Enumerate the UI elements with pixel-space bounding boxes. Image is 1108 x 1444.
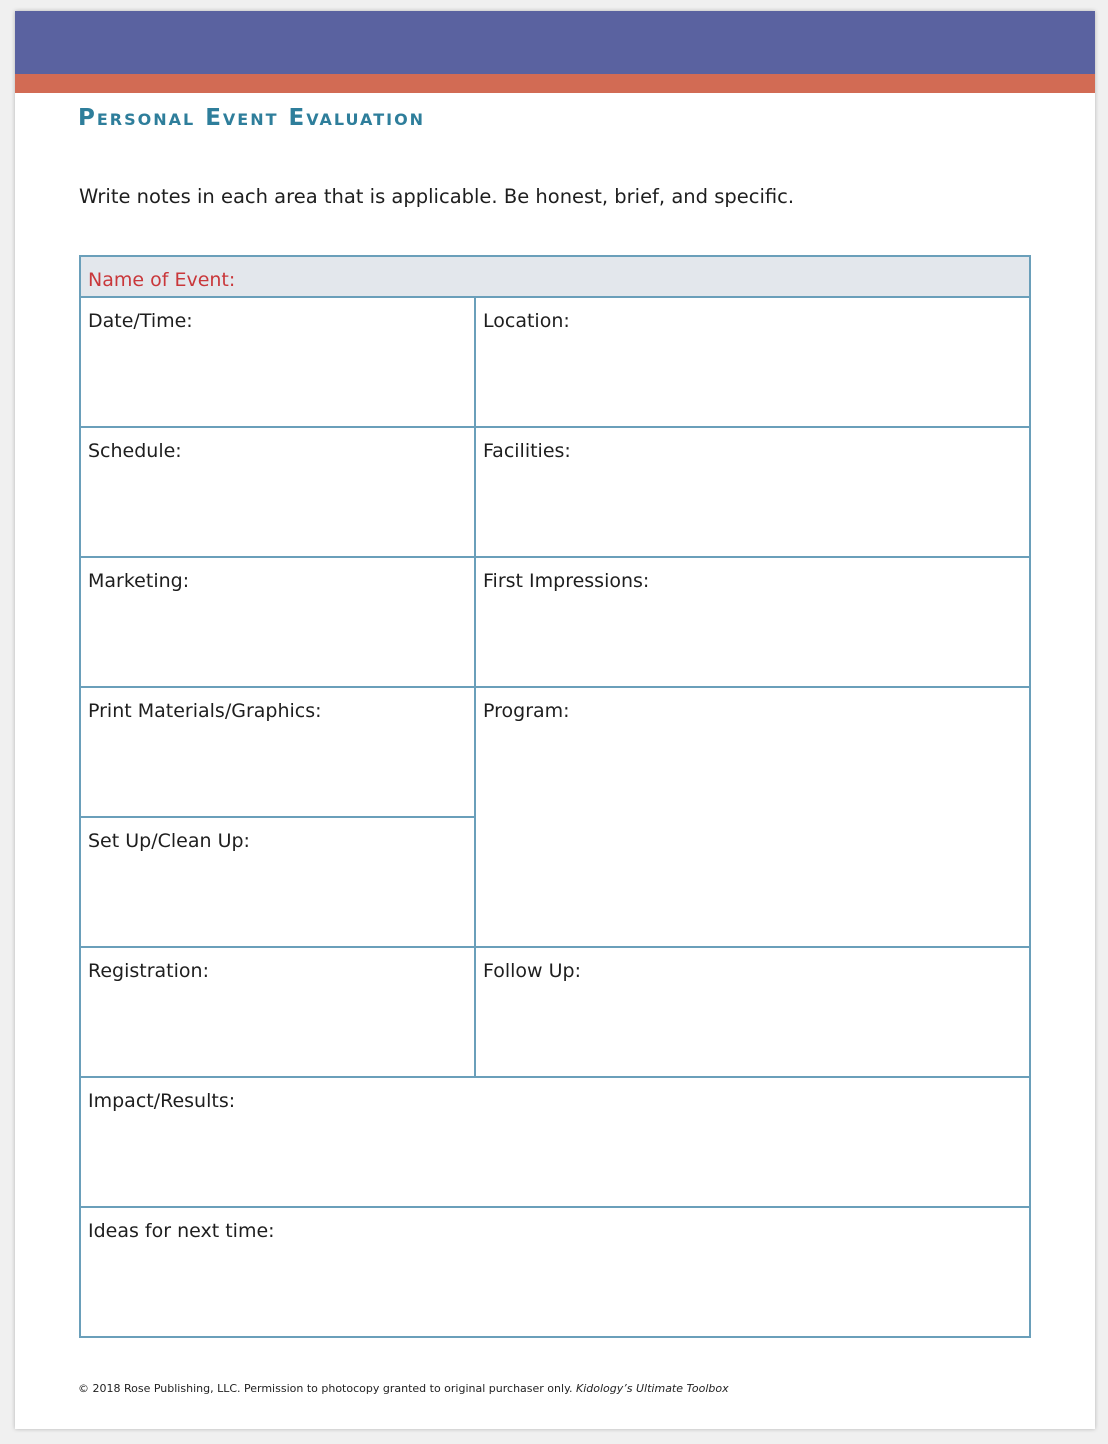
program-label: Program: <box>483 700 570 722</box>
name-of-event-field[interactable] <box>81 257 1029 298</box>
marketing-field[interactable] <box>81 558 476 688</box>
set-up-field[interactable] <box>81 818 476 948</box>
facilities-field[interactable] <box>476 428 1029 558</box>
follow-up-field[interactable] <box>476 948 1029 1078</box>
first-impressions-field[interactable] <box>476 558 1029 688</box>
date-time-field[interactable] <box>81 298 476 428</box>
set-up-label: Set Up/Clean Up: <box>88 830 250 852</box>
print-materials-label: Print Materials/Graphics: <box>88 700 322 722</box>
location-field[interactable] <box>476 298 1029 428</box>
ideas-next-time-label: Ideas for next time: <box>88 1220 275 1242</box>
program-field[interactable] <box>476 688 1029 948</box>
schedule-label: Schedule: <box>88 440 182 462</box>
print-materials-field[interactable] <box>81 688 476 818</box>
follow-up-label: Follow Up: <box>483 960 582 982</box>
document-page <box>15 11 1095 1429</box>
date-time-label: Date/Time: <box>88 310 193 332</box>
instructions-text: Write notes in each area that is applicable. Be honest, brief, and specific. <box>79 185 795 208</box>
header-band <box>15 11 1095 74</box>
ideas-next-time-field[interactable] <box>81 1208 1029 1336</box>
copyright-footer <box>78 1382 729 1395</box>
impact-results-label: Impact/Results: <box>88 1090 236 1112</box>
book-title: Kidology’s Ultimate Toolbox <box>576 1382 729 1395</box>
registration-label: Registration: <box>88 960 209 982</box>
first-impressions-label: First Impressions: <box>483 570 650 592</box>
name-of-event-label: Name of Event: <box>88 269 236 291</box>
schedule-field[interactable] <box>81 428 476 558</box>
location-label: Location: <box>483 310 570 332</box>
copyright-text: © 2018 Rose Publishing, LLC. Permission to photocopy granted to original purchaser only. <box>78 1382 573 1395</box>
impact-results-field[interactable] <box>81 1078 1029 1208</box>
registration-field[interactable] <box>81 948 476 1078</box>
evaluation-form <box>79 255 1031 1338</box>
marketing-label: Marketing: <box>88 570 190 592</box>
header-stripe <box>15 74 1095 93</box>
facilities-label: Facilities: <box>483 440 571 462</box>
page-title: Personal Event Evaluation <box>78 105 426 131</box>
